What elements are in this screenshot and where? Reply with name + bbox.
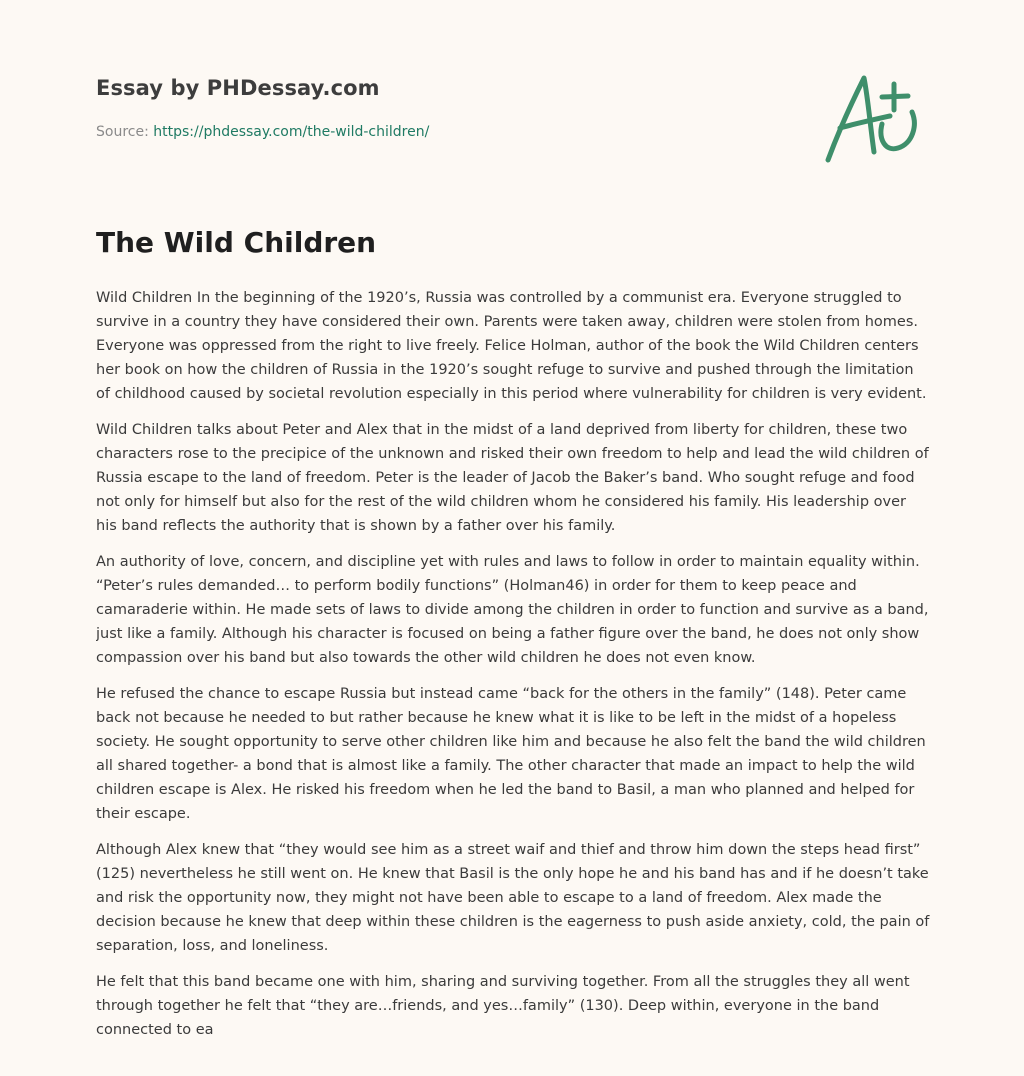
a-plus-grade-icon — [820, 68, 930, 168]
essay-paragraph: An authority of love, concern, and discipline yet with rules and laws to follow in order to maintain equality within. “Peter’s rules demanded… to perform bodily functions” (Holman46) in order for them to keep peace and camaraderie within. He made sets of laws to divide among the children in order to function and survive as a band, just like a family. Although his character is focused on being a father figure over the band, he does not only show compassion over his band but also towards the other wild children he does not even know. — [96, 554, 929, 666]
essay-paragraph: He refused the chance to escape Russia but instead came “back for the others in the family” (148). Peter came back not because he needed to but rather because he knew what it is like to be left in the midst of a hopeless society. He sought opportunity to serve other children like him and because he also felt the band the wild children all shared together- a bond that is almost like a family. The other character that made an impact to help the wild children escape is Alex. He risked his freedom when he led the band to Basil, a man who planned and helped for their escape. — [96, 686, 926, 822]
essay-body — [96, 286, 930, 1046]
source-link[interactable]: https://phdessay.com/the-wild-children/ — [153, 124, 430, 140]
source-label: Source: — [96, 124, 154, 140]
site-brand-title: Essay by PHDessay.com — [96, 76, 380, 100]
source-line — [96, 124, 429, 140]
essay-title: The Wild Children — [96, 226, 377, 259]
essay-paragraph: Wild Children In the beginning of the 1920’s, Russia was controlled by a communist era. Everyone struggled to survive in a country they have considered their own. Parents were taken away, children were stolen from homes. Everyone was oppressed from the right to live freely. Felice Holman, author of the book the Wild Children centers her book on how the children of Russia in the 1920’s sought refuge to survive and pushed through the limitation of childhood caused by societal revolution especially in this period where vulnerability for children is very evident. — [96, 290, 927, 402]
essay-paragraph: Although Alex knew that “they would see him as a street waif and thief and throw him down the steps head first” (125) nevertheless he still went on. He knew that Basil is the only hope he and his band has and if he doesn’t take and risk the opportunity now, they might not have been able to escape to a land of freedom. Alex made the decision because he knew that deep within these children is the eagerness to push aside anxiety, cold, the pain of separation, loss, and loneliness. — [96, 842, 930, 954]
essay-paragraph: He felt that this band became one with him, sharing and surviving together. From all the struggles they all went through together he felt that “they are…friends, and yes…family” (130). Deep within, everyone in the band connected to ea — [96, 974, 910, 1038]
essay-paragraph: Wild Children talks about Peter and Alex that in the midst of a land deprived from liberty for children, these two characters rose to the precipice of the unknown and risked their own freedom to help and lead the wild children of Russia escape to the land of freedom. Peter is the leader of Jacob the Baker’s band. Who sought refuge and food not only for himself but also for the rest of the wild children whom he considered his family. His leadership over his band reflects the authority that is shown by a father over his family. — [96, 422, 929, 534]
